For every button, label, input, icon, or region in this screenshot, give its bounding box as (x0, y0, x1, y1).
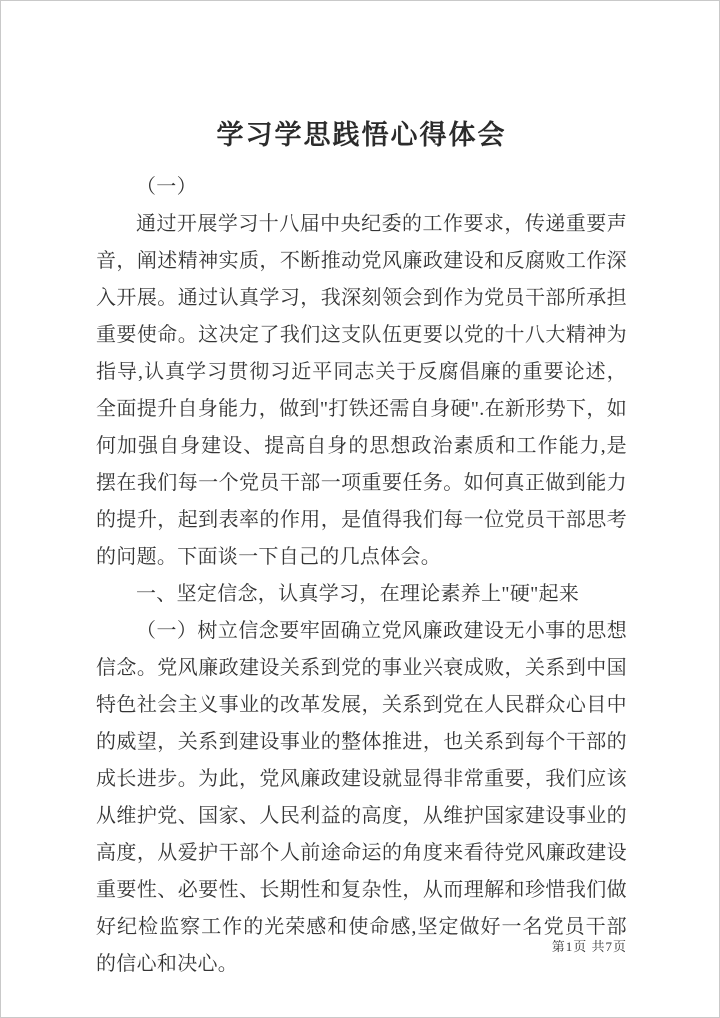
paragraph: （一） (136, 176, 197, 198)
document-body (96, 169, 627, 983)
paragraph: （一）树立信念要牢固确立党风廉政建设无小事的思想信念。党风廉政建设关系到党的事业兴衰成败，关系到中国特色社会主义事业的改革发展，关系到党在人民群众心目中的威望，关系到建设事业的整体推进，也关系到每个干部的成长进步。为此，党风廉政建设就显得非常重要，我们应该从维护党、国家、人民利益的高度，从维护国家建设事业的高度，从爱护干部个人前途命运的角度来看待党风廉政建设重要性、必要性、长期性和复杂性，从而理解和珍惜我们做好纪检监察工作的光荣感和使命感,坚定做好一名党员干部的信心和决心。 (96, 620, 627, 975)
paragraph: 通过开展学习十八届中央纪委的工作要求，传递重要声音，阐述精神实质，不断推动党风廉政建设和反腐败工作深入开展。通过认真学习，我深刻领会到作为党员干部所承担重要使命。这决定了我们这支队伍更要以党的十八大精神为指导,认真学习贯彻习近平同志关于反腐倡廉的重要论述，全面提升自身能力，做到"打铁还需自身硬".在新形势下，如何加强自身建设、提高自身的思想政治素质和工作能力,是摆在我们每一个党员干部一项重要任务。如何真正做到能力的提升，起到表率的作用，是值得我们每一位党员干部思考的问题。下面谈一下自己的几点体会。 (96, 213, 627, 568)
page-footer (552, 936, 627, 955)
page-content (96, 1, 627, 983)
page-number: 第1页 共7页 (551, 939, 627, 954)
document-title: 学习学思践悟心得体会 (216, 120, 507, 150)
paragraph: 一、坚定信念，认真学习，在理论素养上"硬"起来 (136, 583, 580, 605)
